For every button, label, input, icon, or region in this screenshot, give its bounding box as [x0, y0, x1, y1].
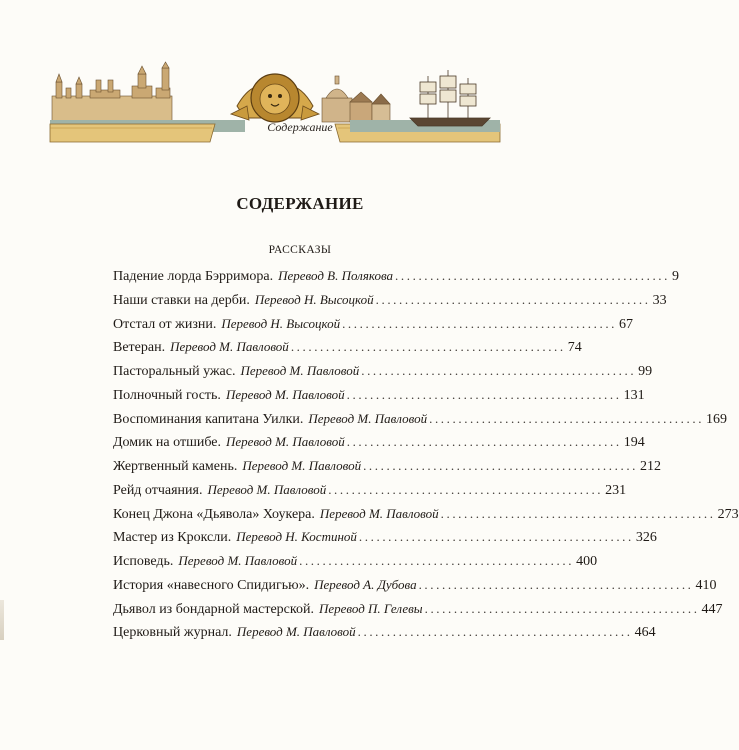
toc-dot-leader: ............................................... — [299, 553, 575, 568]
toc-entry[interactable] — [113, 553, 598, 577]
toc-dot-leader: ............................................... — [346, 386, 622, 402]
toc-entry-translator: Перевод М. Павловой — [178, 553, 298, 568]
toc-entry-page-number: 74 — [567, 340, 582, 356]
toc-dot-leader: ............................................... — [342, 315, 618, 331]
toc-entry-translator: Перевод П. Гелевы — [318, 600, 423, 616]
toc-entry-title: Наши ставки на дерби. — [113, 292, 250, 308]
toc-entry-title: Дьявол из бондарной мастерской. — [113, 601, 314, 617]
toc-entry-page-number: 447 — [701, 601, 723, 617]
toc-entry[interactable] — [113, 505, 739, 530]
toc-entry[interactable] — [113, 624, 656, 648]
toc-entry-translator: Перевод Н. Высоцкой — [254, 291, 374, 307]
toc-entry-page-number: 212 — [640, 459, 662, 474]
header-illustration — [50, 62, 500, 148]
section-title: РАССКАЗЫ — [268, 244, 332, 256]
toc-dot-leader: ............................................... — [346, 434, 622, 450]
toc-entry-title: Отстал от жизни. — [113, 316, 217, 332]
toc-entry-title: Домик на отшибе. — [113, 435, 222, 451]
toc-entry[interactable] — [113, 363, 653, 387]
toc-dot-leader: ............................................... — [375, 291, 651, 307]
toc-entry-translator: Перевод М. Павловой — [240, 363, 360, 378]
toc-entry[interactable] — [113, 315, 634, 340]
toc-entry-page-number: 33 — [652, 292, 667, 308]
toc-entry-page-number: 410 — [695, 577, 717, 593]
toc-entry-page-number: 169 — [706, 411, 728, 427]
toc-entry-title: Жертвенный камень. — [113, 459, 238, 474]
toc-entry-page-number: 194 — [623, 435, 645, 451]
toc-entry-title: Полночный гость. — [113, 387, 221, 403]
toc-entry[interactable] — [113, 434, 645, 458]
toc-entry-translator: Перевод В. Полякова — [278, 268, 394, 283]
toc-entry[interactable] — [113, 600, 723, 625]
toc-dot-leader: ............................................... — [429, 410, 705, 426]
toc-entry-translator: Перевод Н. Высоцкой — [221, 315, 341, 331]
toc-entry[interactable] — [113, 386, 645, 411]
toc-entry[interactable] — [113, 576, 717, 601]
toc-dot-leader: ............................................... — [363, 458, 639, 473]
toc-dot-leader: ............................................... — [357, 624, 633, 640]
toc-entry-page-number: 273 — [717, 506, 739, 522]
toc-dot-leader: ............................................... — [290, 339, 566, 355]
toc-entry-translator: Перевод М. Павловой — [170, 339, 289, 355]
toc-dot-leader: ............................................... — [395, 268, 670, 283]
toc-dot-leader: ............................................... — [424, 600, 700, 616]
toc-entry-translator: Перевод А. Дубова — [314, 576, 417, 592]
toc-entry-page-number: 99 — [638, 364, 653, 379]
toc-entry-title: История «навесного Спидигью». — [113, 577, 310, 593]
toc-entry[interactable] — [113, 268, 679, 292]
toc-entry[interactable] — [113, 481, 627, 506]
toc-dot-leader: ............................................... — [361, 363, 637, 378]
toc-dot-leader: ............................................... — [440, 505, 716, 521]
toc-entry-title: Ветеран. — [113, 340, 166, 356]
toc-entry-title: Пасторальный ужас. — [113, 364, 236, 379]
toc-entry-title: Воспоминания капитана Уилки. — [113, 411, 304, 427]
toc-entry[interactable] — [113, 291, 667, 316]
toc-entry-page-number: 326 — [635, 530, 657, 546]
toc-entry-translator: Перевод М. Павловой — [225, 386, 345, 402]
toc-dot-leader: ............................................... — [358, 529, 634, 545]
toc-entry-title: Рейд отчаяния. — [113, 482, 203, 498]
running-head: Содержание — [267, 120, 333, 134]
toc-entry-translator: Перевод Н. Костиной — [236, 529, 357, 545]
toc-entry-title: Церковный журнал. — [113, 625, 232, 641]
toc-entry-translator: Перевод М. Павловой — [319, 505, 439, 521]
toc-entry-translator: Перевод М. Павловой — [236, 624, 356, 640]
toc-entry-translator: Перевод М. Павловой — [226, 434, 345, 450]
toc-entry-page-number: 67 — [619, 316, 634, 332]
toc-dot-leader: ............................................... — [328, 481, 604, 497]
toc-entry[interactable] — [113, 458, 662, 482]
toc-entry-page-number: 400 — [576, 554, 598, 569]
toc-entry-title: Мастер из Кроксли. — [113, 530, 232, 546]
toc-entry-title: Конец Джона «Дьявола» Хоукера. — [113, 506, 315, 522]
toc-entry-page-number: 231 — [605, 482, 627, 498]
toc-entry-translator: Перевод М. Павловой — [308, 410, 428, 426]
toc-entry-translator: Перевод М. Павловой — [207, 481, 327, 497]
toc-entry-title: Исповедь. — [113, 554, 174, 569]
toc-entry-translator: Перевод М. Павловой — [242, 458, 362, 473]
page-title: СОДЕРЖАНИЕ — [236, 194, 364, 213]
toc-entry-page-number: 9 — [672, 269, 679, 284]
toc-dot-leader: ............................................... — [418, 576, 694, 592]
toc-entry-page-number: 131 — [623, 387, 645, 403]
toc-entry-page-number: 464 — [634, 625, 656, 641]
toc-entry[interactable] — [113, 410, 728, 435]
toc-entry[interactable] — [113, 529, 657, 553]
toc-entry-title: Падение лорда Бэрримора. — [113, 269, 274, 284]
toc-entry[interactable] — [113, 339, 582, 363]
table-of-contents — [113, 268, 739, 648]
page-edge-shadow — [0, 600, 4, 640]
